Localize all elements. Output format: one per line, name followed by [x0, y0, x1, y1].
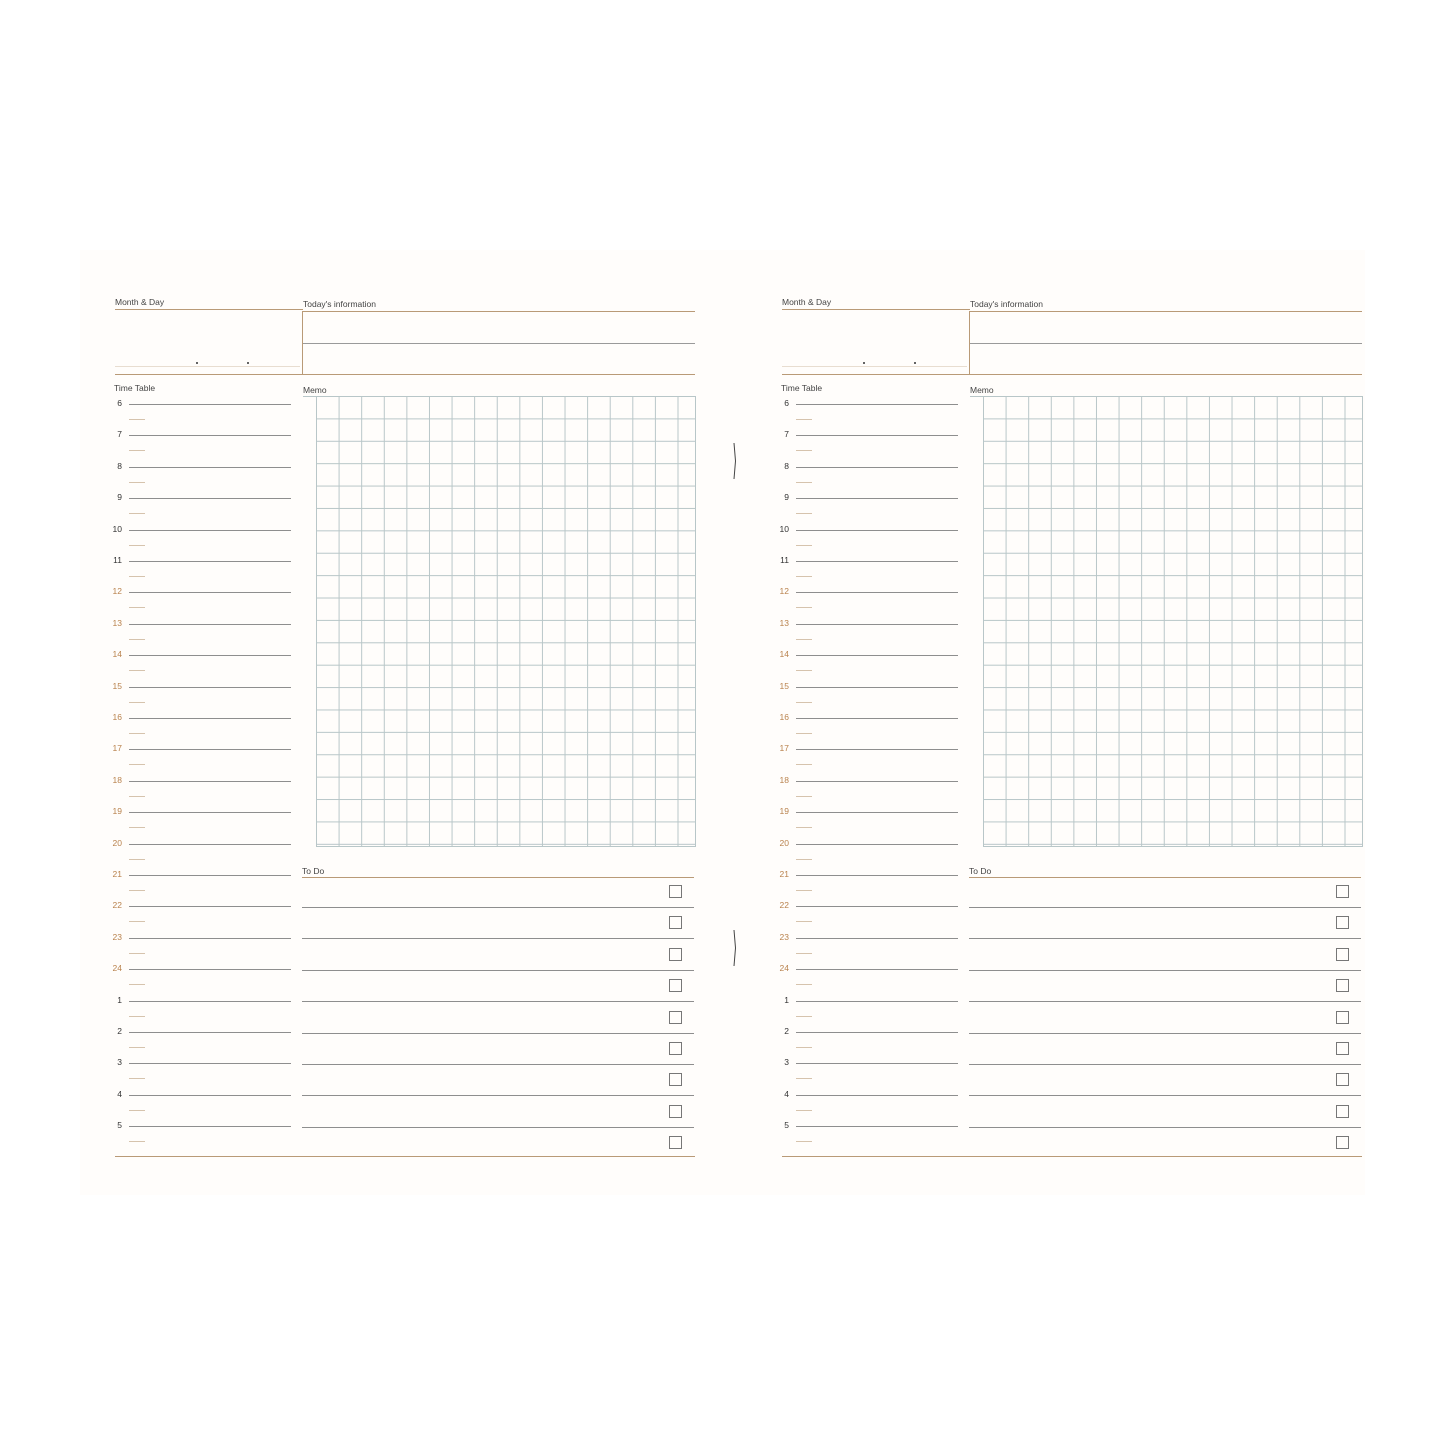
todo-item-line[interactable]	[302, 907, 694, 908]
hour-label: 7	[784, 429, 789, 440]
todo-item-line[interactable]	[969, 970, 1361, 971]
hour-slot-line[interactable]	[129, 875, 291, 876]
half-hour-tick	[129, 1110, 145, 1111]
half-hour-tick	[129, 764, 145, 765]
todo-item-line[interactable]	[969, 1095, 1361, 1096]
half-hour-tick	[129, 984, 145, 985]
hour-label: 4	[117, 1088, 122, 1099]
todo-checkbox[interactable]	[669, 1105, 682, 1118]
hour-label: 18	[779, 774, 789, 785]
hour-label: 4	[784, 1088, 789, 1099]
hour-label: 12	[112, 586, 122, 597]
hour-label: 22	[112, 900, 122, 911]
half-hour-tick	[129, 859, 145, 860]
hour-label: 19	[779, 806, 789, 817]
month-day-label: Month & Day	[115, 297, 165, 307]
half-hour-tick	[796, 576, 812, 577]
date-separator-dot	[247, 362, 249, 364]
half-hour-tick	[129, 450, 145, 451]
hour-label: 7	[117, 429, 122, 440]
hour-slot-line[interactable]	[129, 687, 291, 688]
half-hour-tick	[796, 953, 812, 954]
half-hour-tick	[129, 482, 145, 483]
todays-info-mid-rule	[970, 343, 1362, 344]
hour-slot-line[interactable]	[129, 561, 291, 562]
todo-checkbox[interactable]	[669, 885, 682, 898]
hour-label: 15	[112, 680, 122, 691]
hour-slot-line[interactable]	[129, 404, 291, 405]
memo-grid[interactable]	[316, 396, 696, 847]
memo-grid-edge	[303, 396, 316, 397]
memo-grid[interactable]	[983, 396, 1363, 847]
hour-label: 22	[779, 900, 789, 911]
hour-slot-line[interactable]	[796, 938, 958, 939]
half-hour-tick	[796, 1047, 812, 1048]
hour-label: 16	[779, 712, 789, 722]
todo-checkbox[interactable]	[669, 916, 682, 929]
half-hour-tick	[129, 1141, 145, 1142]
half-hour-tick	[129, 639, 145, 640]
hour-slot-line[interactable]	[129, 624, 291, 625]
half-hour-tick	[129, 1078, 145, 1079]
hour-label: 13	[112, 617, 122, 628]
hour-slot-line[interactable]	[796, 718, 958, 719]
hour-label: 13	[779, 617, 789, 628]
hour-slot-line[interactable]	[129, 718, 291, 719]
todo-item-line[interactable]	[302, 938, 694, 939]
half-hour-tick	[796, 607, 812, 608]
half-hour-tick	[129, 953, 145, 954]
hour-label: 19	[112, 806, 122, 817]
hour-slot-line[interactable]	[129, 969, 291, 970]
hour-label: 3	[117, 1057, 122, 1068]
half-hour-tick	[129, 607, 145, 608]
todo-label: To Do	[302, 866, 325, 876]
hour-label: 5	[117, 1120, 122, 1131]
hour-slot-line[interactable]	[129, 749, 291, 750]
todo-checkbox[interactable]	[669, 1073, 682, 1086]
planner-page-right	[747, 250, 1367, 1195]
half-hour-tick	[129, 827, 145, 828]
half-hour-tick	[796, 733, 812, 734]
hour-slot-line[interactable]	[796, 749, 958, 750]
hour-label: 14	[779, 649, 789, 660]
half-hour-tick	[796, 702, 812, 703]
hour-slot-line[interactable]	[796, 592, 958, 593]
hour-label: 21	[112, 869, 122, 879]
todo-item-line[interactable]	[302, 1064, 694, 1065]
hour-slot-line[interactable]	[796, 624, 958, 625]
todays-info-label: Today's information	[303, 299, 376, 309]
hour-label: 11	[113, 555, 122, 565]
half-hour-tick	[129, 733, 145, 734]
hour-label: 21	[779, 869, 789, 879]
hour-slot-line[interactable]	[129, 655, 291, 656]
half-hour-tick	[129, 796, 145, 797]
hour-slot-line[interactable]	[796, 1126, 958, 1127]
binder-ring-mark-bottom	[733, 930, 736, 966]
date-separator-dot	[914, 362, 916, 364]
month-day-faint-rule	[782, 366, 967, 367]
half-hour-tick	[796, 796, 812, 797]
hour-slot-line[interactable]	[796, 561, 958, 562]
hour-label: 6	[117, 398, 122, 408]
hour-slot-line[interactable]	[796, 969, 958, 970]
todo-checkbox[interactable]	[1336, 885, 1349, 898]
hour-label: 17	[779, 743, 789, 754]
month-day-faint-rule	[115, 366, 300, 367]
half-hour-tick	[129, 890, 145, 891]
todo-item-line[interactable]	[302, 1001, 694, 1002]
hour-slot-line[interactable]	[796, 498, 958, 499]
planner-spread	[80, 250, 1365, 1195]
hour-slot-line[interactable]	[796, 530, 958, 531]
memo-label: Memo	[303, 385, 327, 395]
todays-info-underline	[303, 311, 695, 312]
half-hour-tick	[796, 1078, 812, 1079]
hour-slot-line[interactable]	[129, 1095, 291, 1096]
header-bottom-rule	[115, 374, 695, 375]
half-hour-tick	[796, 450, 812, 451]
half-hour-tick	[796, 419, 812, 420]
hour-label: 2	[117, 1026, 122, 1036]
todays-info-label: Today's information	[970, 299, 1043, 309]
hour-slot-line[interactable]	[796, 655, 958, 656]
hour-label: 8	[117, 460, 122, 471]
half-hour-tick	[129, 1016, 145, 1017]
hour-slot-line[interactable]	[796, 875, 958, 876]
hour-slot-line[interactable]	[796, 812, 958, 813]
half-hour-tick	[796, 545, 812, 546]
half-hour-tick	[129, 1047, 145, 1048]
hour-slot-line[interactable]	[796, 435, 958, 436]
hour-label: 23	[779, 931, 789, 942]
month-day-label: Month & Day	[782, 297, 832, 307]
todo-item-line[interactable]	[302, 1033, 694, 1034]
todo-item-line[interactable]	[969, 1127, 1361, 1128]
hour-label: 20	[779, 837, 789, 848]
half-hour-tick	[796, 482, 812, 483]
hour-slot-line[interactable]	[129, 1001, 291, 1002]
half-hour-tick	[796, 921, 812, 922]
todays-info-mid-rule	[303, 343, 695, 344]
time-table-label: Time Table	[781, 383, 823, 393]
hour-label: 14	[112, 649, 122, 660]
todo-checkbox[interactable]	[669, 948, 682, 961]
todo-checkbox[interactable]	[669, 1042, 682, 1055]
todo-item-line[interactable]	[969, 938, 1361, 939]
hour-label: 9	[784, 492, 789, 503]
header-bottom-rule	[782, 374, 1362, 375]
half-hour-tick	[129, 513, 145, 514]
hour-slot-line[interactable]	[796, 404, 958, 405]
half-hour-tick	[796, 827, 812, 828]
hour-label: 15	[779, 680, 789, 691]
todo-checkbox[interactable]	[669, 1011, 682, 1024]
todo-item-line[interactable]	[302, 970, 694, 971]
half-hour-tick	[129, 419, 145, 420]
hour-slot-line[interactable]	[129, 498, 291, 499]
hour-label: 17	[112, 743, 122, 754]
hour-label: 5	[784, 1120, 789, 1131]
hour-label: 24	[779, 963, 789, 974]
half-hour-tick	[129, 921, 145, 922]
half-hour-tick	[796, 1110, 812, 1111]
hour-slot-line[interactable]	[129, 467, 291, 468]
memo-label: Memo	[970, 385, 994, 395]
todo-item-line[interactable]	[302, 1095, 694, 1096]
half-hour-tick	[796, 1141, 812, 1142]
todo-checkbox[interactable]	[1336, 1011, 1349, 1024]
hour-label: 9	[117, 492, 122, 503]
hour-slot-line[interactable]	[129, 906, 291, 907]
hour-slot-line[interactable]	[796, 906, 958, 907]
half-hour-tick	[129, 545, 145, 546]
half-hour-tick	[129, 576, 145, 577]
hour-label: 24	[112, 963, 122, 974]
hour-label: 12	[779, 586, 789, 597]
hour-slot-line[interactable]	[796, 687, 958, 688]
todo-item-line[interactable]	[969, 1001, 1361, 1002]
half-hour-tick	[129, 670, 145, 671]
half-hour-tick	[796, 984, 812, 985]
hour-slot-line[interactable]	[129, 530, 291, 531]
hour-label: 20	[112, 837, 122, 848]
todo-checkbox[interactable]	[1336, 948, 1349, 961]
hour-slot-line[interactable]	[796, 1063, 958, 1064]
hour-label: 6	[784, 398, 789, 408]
todays-info-underline	[970, 311, 1362, 312]
half-hour-tick	[796, 859, 812, 860]
date-separator-dot	[196, 362, 198, 364]
half-hour-tick	[796, 764, 812, 765]
hour-label: 1	[784, 994, 789, 1005]
todo-item-line[interactable]	[302, 1127, 694, 1128]
hour-slot-line[interactable]	[129, 844, 291, 845]
hour-slot-line[interactable]	[129, 1032, 291, 1033]
time-table-label: Time Table	[114, 383, 156, 393]
hour-slot-line[interactable]	[129, 592, 291, 593]
todo-header-rule	[969, 877, 1361, 878]
date-separator-dot	[863, 362, 865, 364]
hour-slot-line[interactable]	[129, 1063, 291, 1064]
hour-label: 8	[784, 460, 789, 471]
half-hour-tick	[796, 513, 812, 514]
half-hour-tick	[796, 1016, 812, 1017]
todo-checkbox[interactable]	[1336, 1073, 1349, 1086]
hour-slot-line[interactable]	[129, 1126, 291, 1127]
hour-slot-line[interactable]	[129, 435, 291, 436]
hour-slot-line[interactable]	[796, 467, 958, 468]
todo-checkbox[interactable]	[669, 1136, 682, 1149]
todo-checkbox[interactable]	[669, 979, 682, 992]
hour-label: 11	[780, 555, 789, 565]
half-hour-tick	[796, 670, 812, 671]
todo-checkbox[interactable]	[1336, 1105, 1349, 1118]
binder-ring-mark-top	[733, 443, 736, 479]
todo-item-line[interactable]	[969, 907, 1361, 908]
month-day-underline	[782, 309, 970, 310]
page-bottom-rule	[782, 1156, 1362, 1157]
hour-label: 23	[112, 931, 122, 942]
hour-slot-line[interactable]	[129, 781, 291, 782]
planner-page-left	[80, 250, 700, 1195]
hour-slot-line[interactable]	[796, 1095, 958, 1096]
todo-header-rule	[302, 877, 694, 878]
hour-label: 10	[112, 523, 122, 534]
todo-checkbox[interactable]	[1336, 1136, 1349, 1149]
hour-label: 1	[117, 994, 122, 1005]
hour-label: 3	[784, 1057, 789, 1068]
hour-slot-line[interactable]	[796, 844, 958, 845]
todo-label: To Do	[969, 866, 992, 876]
hour-label: 2	[784, 1026, 789, 1036]
todo-checkbox[interactable]	[1336, 916, 1349, 929]
half-hour-tick	[796, 890, 812, 891]
hour-slot-line[interactable]	[796, 1001, 958, 1002]
hour-slot-line[interactable]	[129, 938, 291, 939]
memo-grid-edge	[970, 396, 983, 397]
todo-checkbox[interactable]	[1336, 979, 1349, 992]
half-hour-tick	[796, 639, 812, 640]
page-bottom-rule	[115, 1156, 695, 1157]
hour-label: 18	[112, 774, 122, 785]
hour-slot-line[interactable]	[129, 812, 291, 813]
todo-checkbox[interactable]	[1336, 1042, 1349, 1055]
month-day-underline	[115, 309, 303, 310]
half-hour-tick	[129, 702, 145, 703]
hour-label: 10	[779, 523, 789, 534]
hour-slot-line[interactable]	[796, 781, 958, 782]
todo-item-line[interactable]	[969, 1064, 1361, 1065]
hour-label: 16	[112, 712, 122, 722]
hour-slot-line[interactable]	[796, 1032, 958, 1033]
todo-item-line[interactable]	[969, 1033, 1361, 1034]
